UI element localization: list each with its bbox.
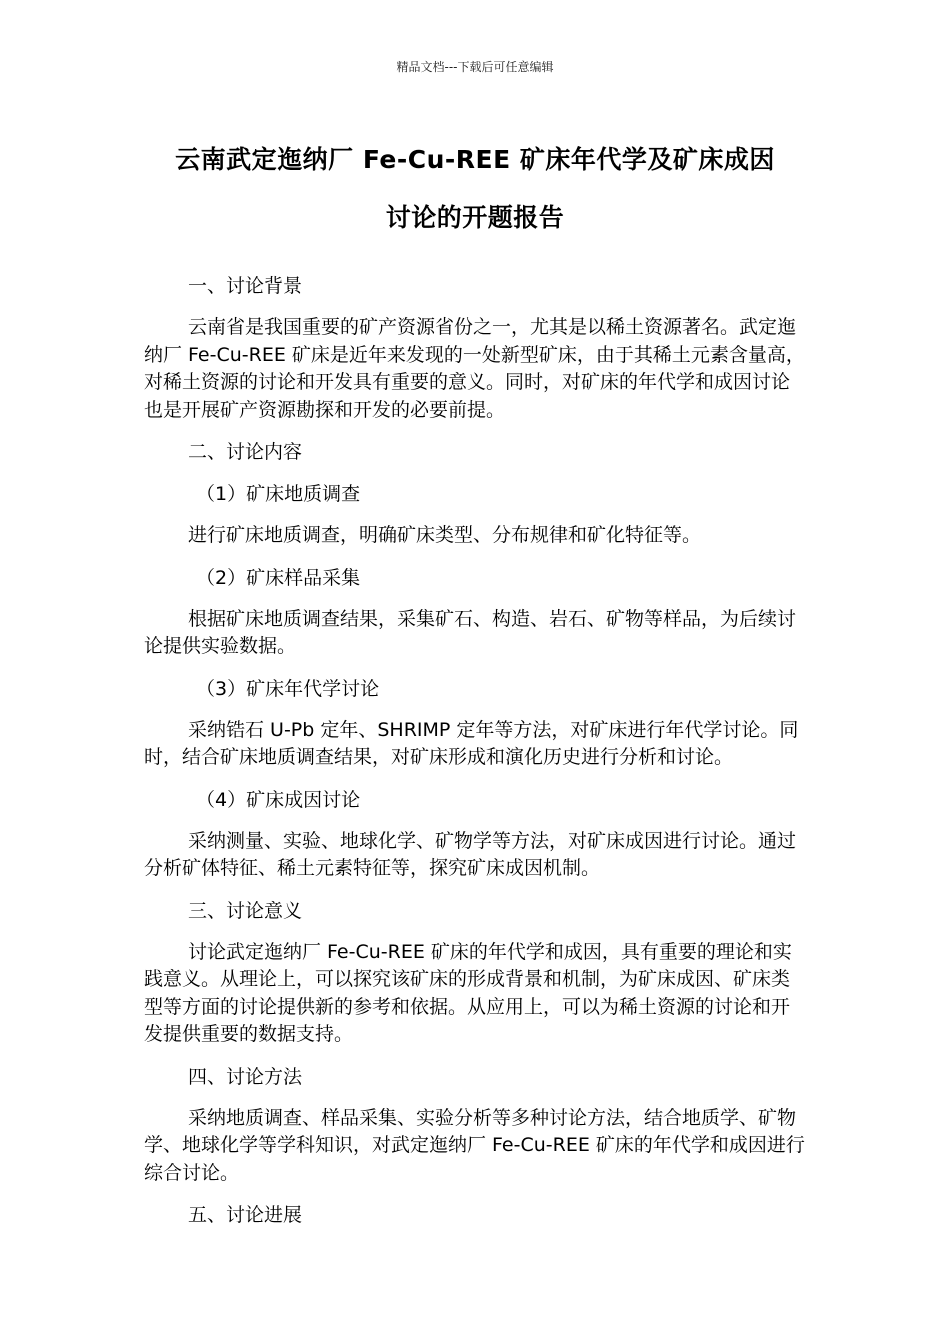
section-heading-background: 一、讨论背景 bbox=[188, 275, 303, 297]
document-title-line-2: 讨论的开题报告 bbox=[385, 203, 565, 232]
section-heading-progress: 五、讨论进展 bbox=[188, 1204, 303, 1226]
paragraph-methods: 采纳地质调查、样品采集、实验分析等多种讨论方法，结合地质学、矿物学、地球化学等学科知识，对武定迤纳厂 Fe-Cu-REE 矿床的年代学和成因进行综合讨论。 bbox=[144, 1106, 805, 1184]
document-body bbox=[144, 272, 806, 1243]
section-heading-methods: 四、讨论方法 bbox=[188, 1065, 303, 1088]
paragraph-geochronology: 采纳锆石 U-Pb 定年、SHRIMP 定年等方法，对矿床进行年代学讨论。同时，结合矿床地质调查结果，对矿床形成和演化历史进行分析和讨论。 bbox=[144, 718, 799, 768]
paragraph-geological-survey: 进行矿床地质调查，明确矿床类型、分布规律和矿化特征等。 bbox=[188, 524, 702, 546]
section-heading-significance: 三、讨论意义 bbox=[188, 899, 303, 922]
page-header: 精品文档---下载后可任意编辑 bbox=[396, 60, 554, 74]
subheading-geochronology: （3）矿床年代学讨论 bbox=[196, 677, 380, 700]
section-heading-content: 二、讨论内容 bbox=[188, 441, 303, 463]
subheading-genesis: （4）矿床成因讨论 bbox=[196, 788, 361, 811]
paragraph-genesis: 采纳测量、实验、地球化学、矿物学等方法，对矿床成因进行讨论。通过分析矿体特征、稀土元素特征等，探究矿床成因机制。 bbox=[144, 829, 797, 879]
subheading-geological-survey: （1）矿床地质调查 bbox=[196, 483, 361, 505]
subheading-sample-collection: （2）矿床样品采集 bbox=[196, 566, 361, 589]
document-title-line-1: 云南武定迤纳厂 Fe-Cu-REE 矿床年代学及矿床成因 bbox=[175, 145, 775, 174]
paragraph-sample-collection: 根据矿床地质调查结果，采集矿石、构造、岩石、矿物等样品，为后续讨论提供实验数据。 bbox=[144, 607, 797, 657]
paragraph-significance: 讨论武定迤纳厂 Fe-Cu-REE 矿床的年代学和成因，具有重要的理论和实践意义。从理论上，可以探究该矿床的形成背景和机制，为矿床成因、矿床类型等方面的讨论提供新的参考和依据。从应用上，可以为稀土资源的讨论和开发提供重要的数据支持。 bbox=[144, 940, 792, 1045]
paragraph-background: 云南省是我国重要的矿产资源省份之一，尤其是以稀土资源著名。武定迤纳厂 Fe-Cu-REE 矿床是近年来发现的一处新型矿床，由于其稀土元素含量高，对稀土资源的讨论和开发具有重要的意义。同时，对矿床的年代学和成因讨论也是开展矿产资源勘探和开发的必要前提。 bbox=[144, 316, 805, 421]
